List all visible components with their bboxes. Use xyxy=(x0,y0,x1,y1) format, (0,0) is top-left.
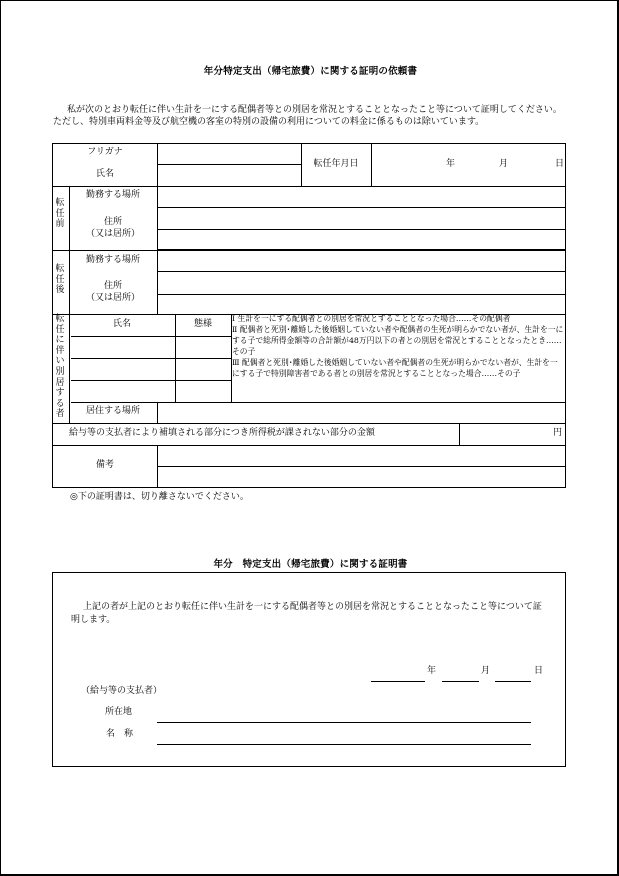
cert-year: 年 xyxy=(427,666,437,676)
company-name-line xyxy=(157,744,531,745)
before-address-sub-label: （又は居所） xyxy=(85,229,140,239)
transfer-date-label: 転任年月日 xyxy=(313,159,359,169)
cert-day-line xyxy=(495,681,531,682)
separated-name-header: 氏名 xyxy=(112,319,131,329)
after-transfer-label: 転任後 xyxy=(55,264,65,295)
status-item-3: Ⅲ 配偶者と死別･離婚した後婚姻していない者や配偶者の生死が明らかでない者が、生計を一にする子で特別障害者である者との別居を常況とすることとなった場合……その子 xyxy=(232,358,558,378)
cert-day: 日 xyxy=(534,666,544,676)
cert-year-line xyxy=(371,681,425,682)
transfer-date-day: 日 xyxy=(555,159,565,169)
cert-month-line xyxy=(442,681,479,682)
name-label: 氏名 xyxy=(95,169,114,179)
after-address-sub-label: （又は居所） xyxy=(85,293,140,303)
after-workplace-label: 勤務する場所 xyxy=(85,255,140,265)
transfer-date-month: 月 xyxy=(499,159,509,169)
after-address-label: 住所 xyxy=(103,281,122,291)
before-address-label: 住所 xyxy=(103,217,122,227)
transfer-date-year: 年 xyxy=(446,159,456,169)
yen-unit: 円 xyxy=(553,428,563,438)
status-item-1: Ⅰ 生計を一にする配偶者との別居を常況とすることとなった場合……その配偶者 xyxy=(232,314,511,323)
separated-status-header: 態様 xyxy=(193,319,212,329)
request-intro: 私が次のとおり転任に伴い生計を一にする配偶者等との別居を常況とすることとなったこと等について証明してください。ただし、特別車両料金等及び航空機の客室の特別の設備の利用についての料金に係るものは除いています。 xyxy=(53,105,562,127)
non-taxable-amount-label: 給与等の支払者により補填される部分につき所得税が課されない部分の金額 xyxy=(69,428,375,438)
location-line xyxy=(157,722,531,723)
separated-family-label: 転任に伴い別居する者 xyxy=(55,314,65,420)
residence-label: 居住する場所 xyxy=(85,406,140,416)
certificate-text: 上記の者が上記のとおり転任に伴い生計を一にする配偶者等との別居を常況とすることとなったこと等について証明します。 xyxy=(71,602,542,625)
company-name-label: 名 称 xyxy=(106,729,134,739)
certificate-title: 年分 特定支出（帰宅旅費）に関する証明書 xyxy=(213,559,408,570)
request-title: 年分特定支出（帰宅旅費）に関する証明の依頼書 xyxy=(203,66,418,77)
cert-month: 月 xyxy=(481,666,491,676)
furigana-label: フリガナ xyxy=(87,147,123,157)
detach-note: ◎下の証明書は、切り離さないでください。 xyxy=(70,492,249,502)
before-transfer-label: 転任前 xyxy=(55,198,65,229)
location-label: 所在地 xyxy=(105,707,133,717)
payer-label: （給与等の支払者） xyxy=(81,686,163,696)
status-item-2: Ⅱ 配偶者と死別･離婚した後婚姻していない者や配偶者の生死が明らかでない者が、生計を一にする子で総所得金額等の合計額が48万円以下の者との別居を常況とすることとなったとき……その子 xyxy=(232,325,564,356)
status-types-note xyxy=(232,313,564,402)
remarks-label: 備考 xyxy=(95,460,114,470)
before-workplace-label: 勤務する場所 xyxy=(85,190,140,200)
